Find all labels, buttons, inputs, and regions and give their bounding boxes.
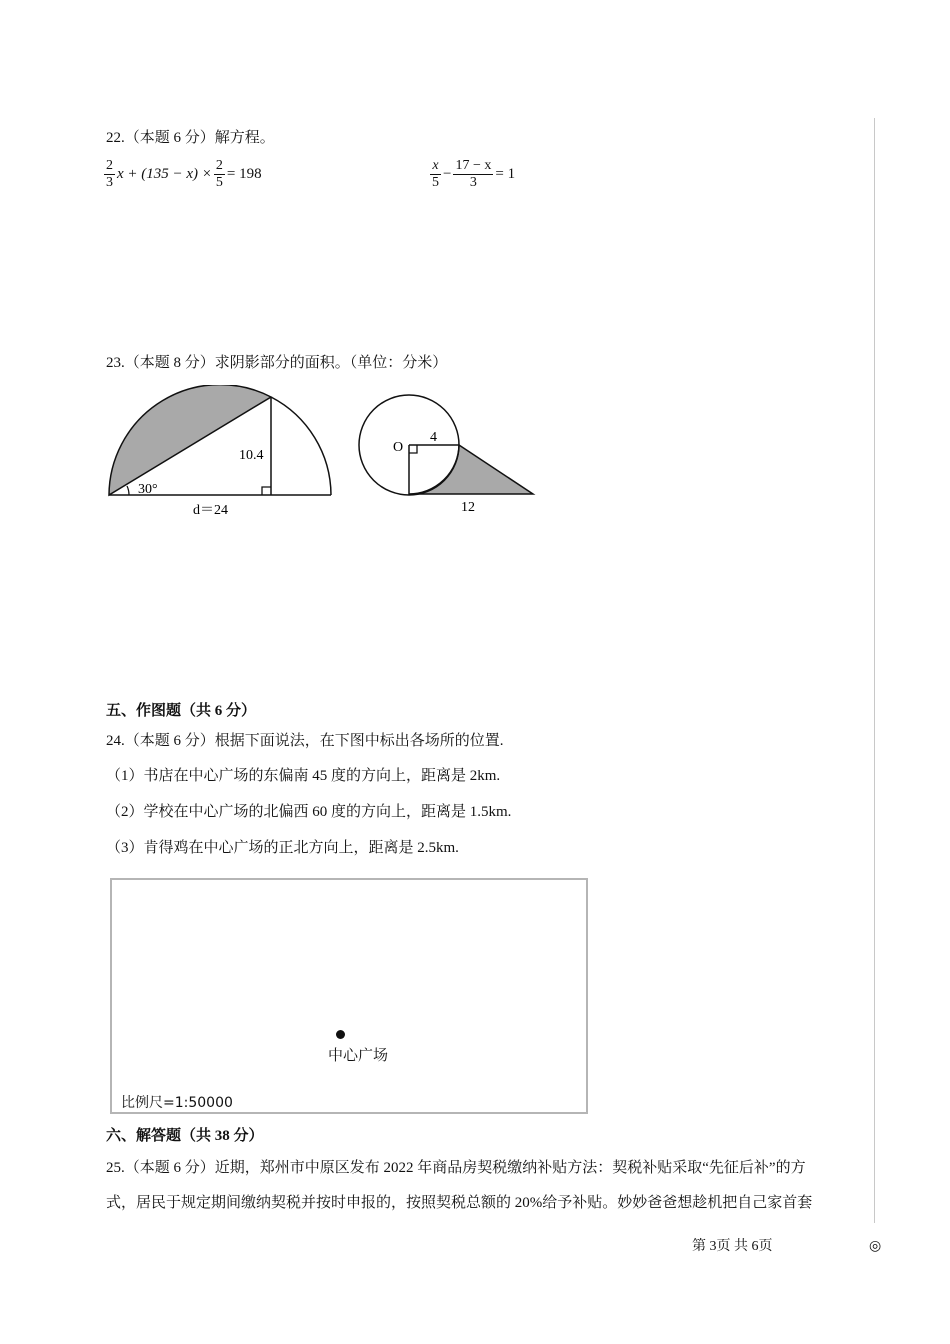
q24-item-2: （2）学校在中心广场的北偏西 60 度的方向上，距离是 1.5km. [106, 804, 512, 820]
q22-eq1-fraction-2: $\frac{2}{5}$ [215, 158, 223, 190]
right-angle-mark [262, 487, 271, 495]
center-label: O [393, 440, 404, 455]
base-label: 12 [461, 500, 475, 515]
margin-rule [874, 118, 875, 1223]
q22-eq1-rhs: = 198 [226, 166, 262, 182]
q22-equation-2 [430, 158, 515, 191]
footer-mark-icon: ◎ [869, 1238, 882, 1254]
scale-label: 比例尺=1:50000 [121, 1095, 233, 1111]
q24-item-3: （3）肯得鸡在中心广场的正北方向上，距离是 2.5km. [106, 840, 459, 856]
q22-eq2-fraction-1: $\frac{x}{5}$ [432, 158, 439, 190]
section-5-heading: 五、作图题（共 6 分） [106, 703, 257, 719]
height-label: 10.4 [239, 448, 264, 463]
q23-title: 23.（本题 8 分）求阴影部分的面积。（单位：分米） [106, 355, 448, 371]
semicircle-arc [271, 397, 331, 495]
diameter-label: d＝24 [193, 503, 228, 518]
center-square-dot [336, 1030, 345, 1039]
shaded-segment [109, 385, 271, 495]
q22-eq1-middle: x + (135 − x) × [117, 166, 212, 182]
q22-eq1-fraction-1: $\frac{2}{3}$ [106, 158, 113, 190]
angle-arc [127, 486, 129, 495]
q22-title: 22.（本题 6 分）解方程。 [106, 130, 275, 146]
circle-triangle-figure [355, 385, 540, 520]
q22-eq2-operator: − [443, 166, 452, 182]
right-angle-mark [409, 445, 417, 453]
q22-equation-1 [104, 158, 262, 191]
q24-title: 24.（本题 6 分）根据下面说法，在下图中标出各场所的位置. [106, 733, 504, 749]
q22-eq2-fraction-2: $\frac{17 - x}{3}$ [455, 158, 492, 190]
center-square-label: 中心广场 [328, 1046, 389, 1064]
angle-label: 30° [138, 482, 158, 497]
q24-item-1: （1）书店在中心广场的东偏南 45 度的方向上，距离是 2km. [106, 768, 501, 784]
section-6-heading: 六、解答题（共 38 分） [106, 1128, 264, 1144]
semicircle-figure [100, 385, 350, 520]
page-number: 第 3页 共 6页 [692, 1239, 773, 1254]
q25-line-1: 25.（本题 6 分）近期，郑州市中原区发布 2022 年商品房契税缴纳补贴方法：契税补贴采取“先征后补”的方 [106, 1160, 806, 1176]
radius-label: 4 [430, 430, 437, 445]
q25-line-2: 式，居民于规定期间缴纳契税并按时申报的，按照契税总额的 20%给予补贴。妙妙爸爸想趁机把自己家首套 [106, 1195, 813, 1211]
q22-eq2-rhs: = 1 [495, 166, 516, 182]
shaded-region [409, 445, 533, 494]
map-box [110, 878, 588, 1114]
